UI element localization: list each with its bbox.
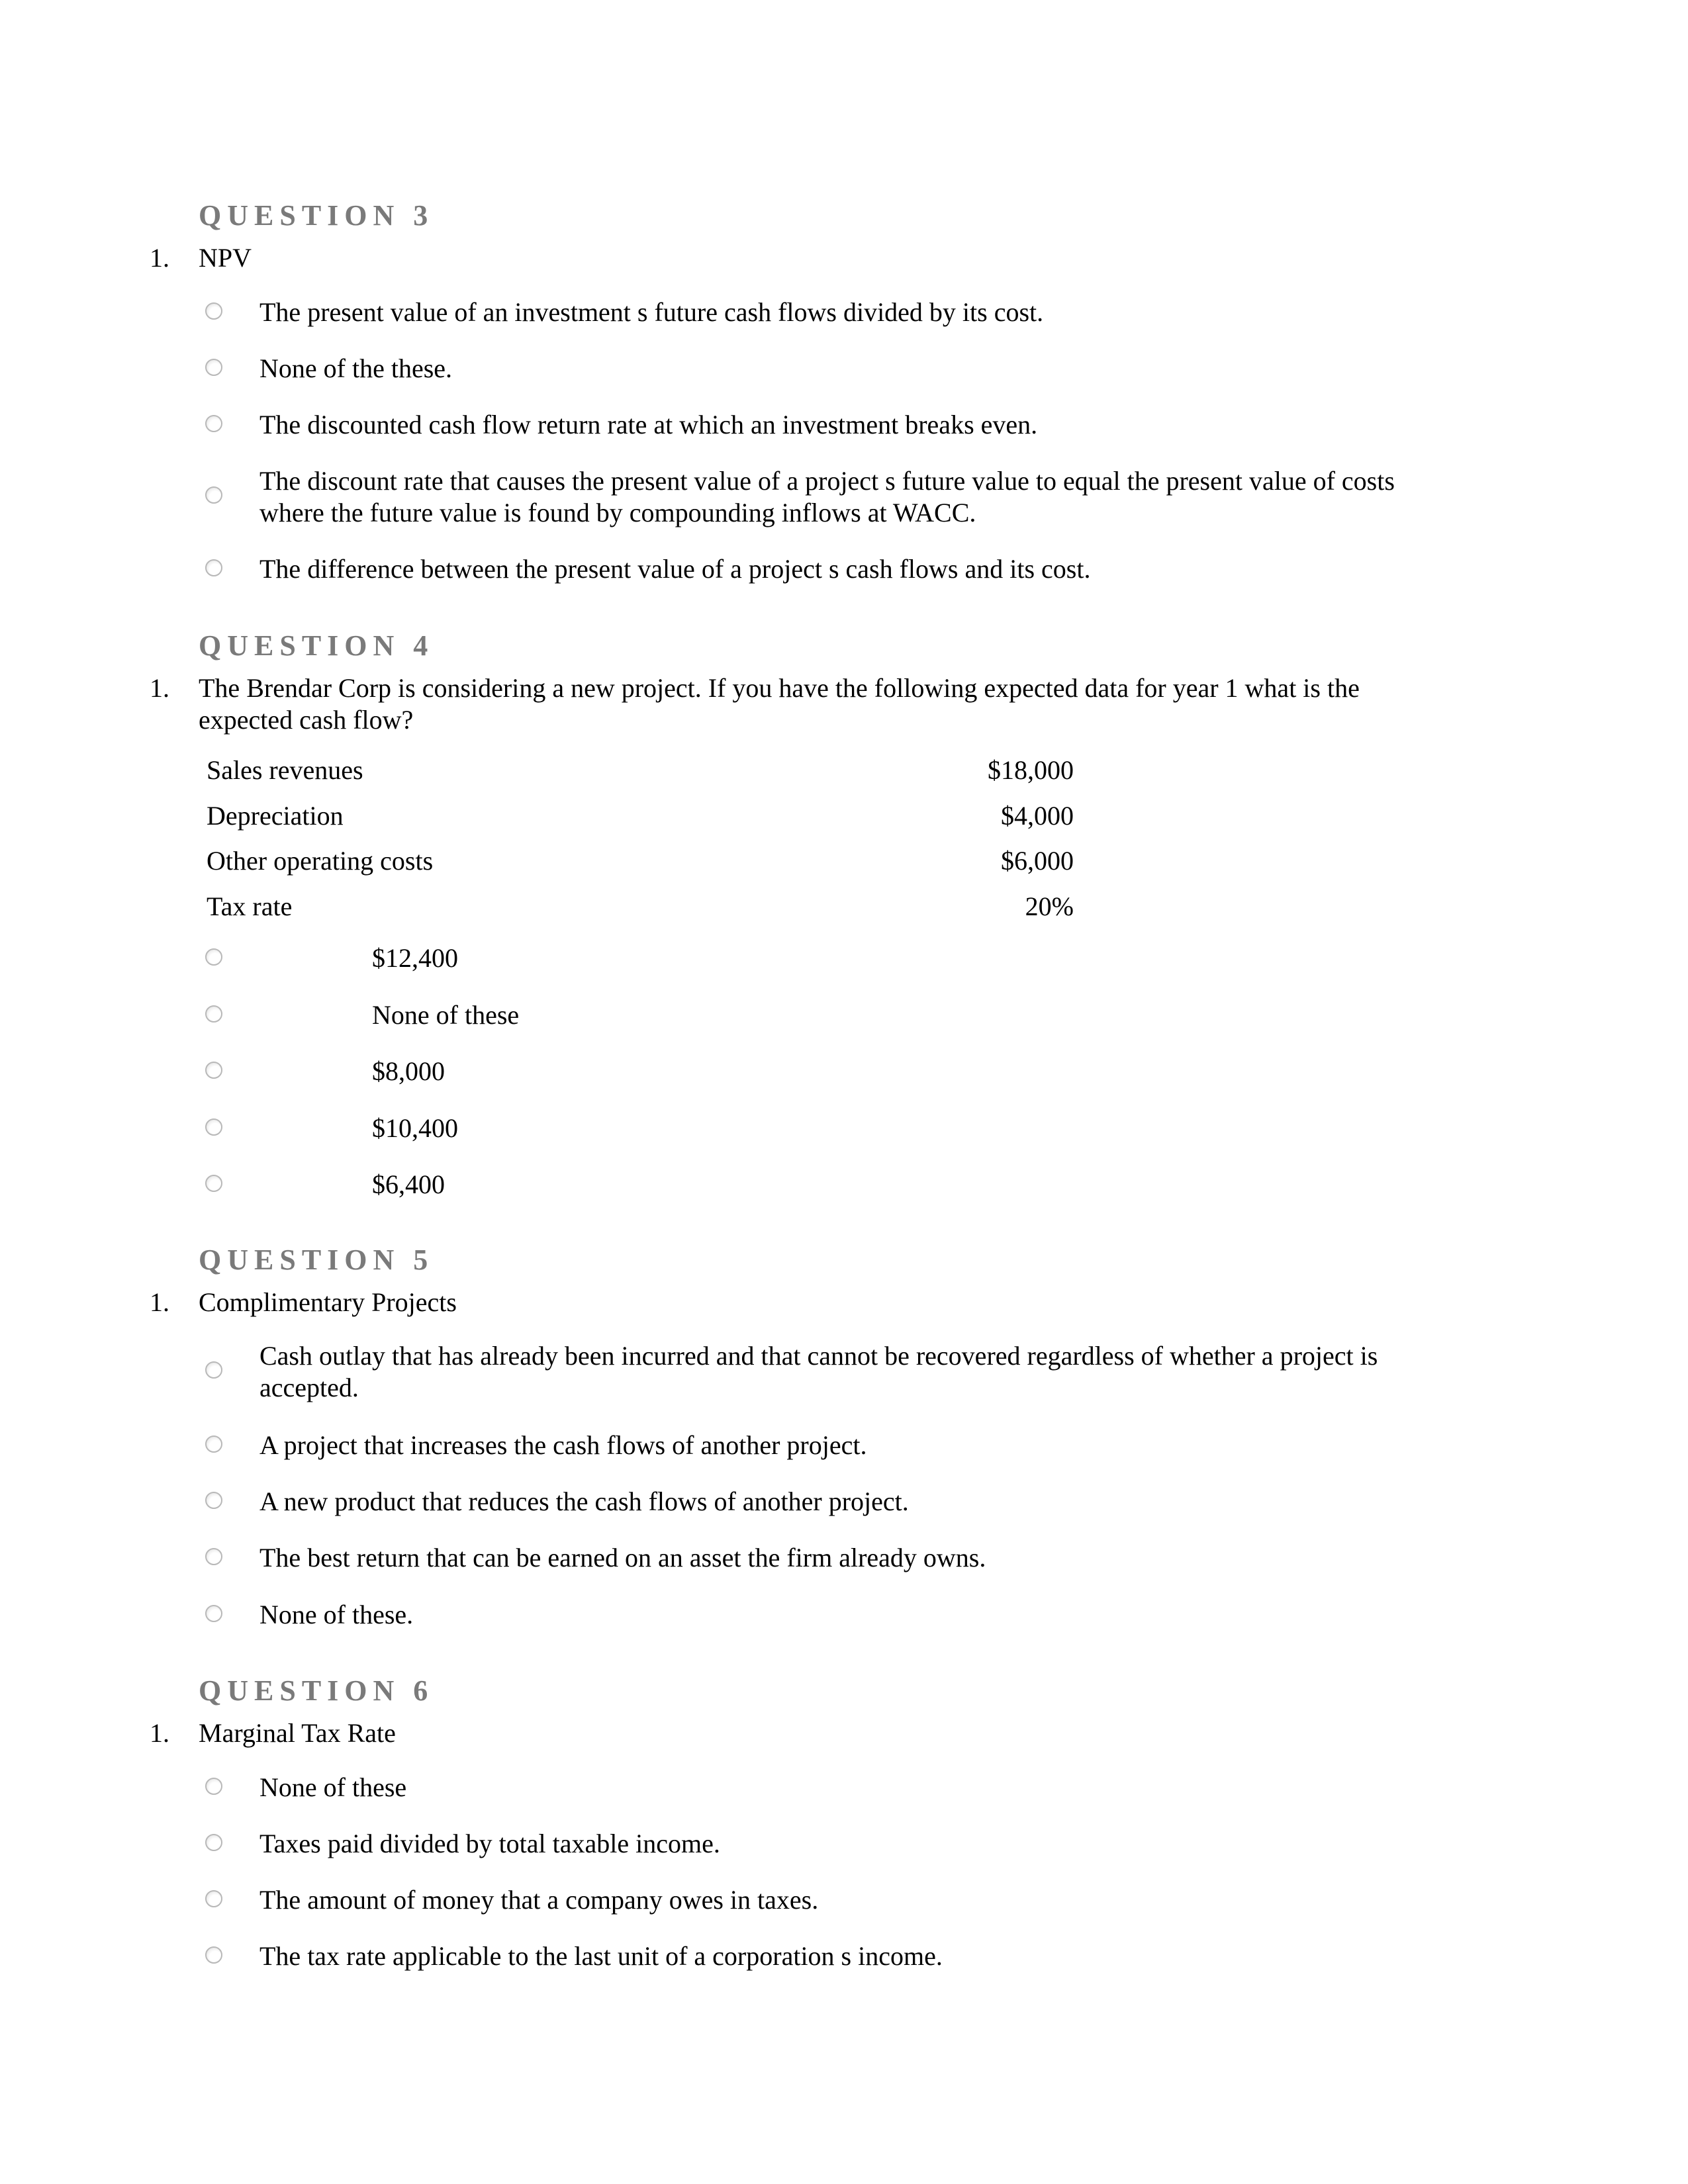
answer-option-label: None of these. [259,1600,414,1629]
answer-option-label: None of these [259,1772,407,1802]
data-label: Depreciation [207,801,344,831]
question-heading: QUESTION 4 [199,629,434,662]
radio-button[interactable] [205,359,222,376]
radio-button[interactable] [205,1175,222,1192]
radio-button[interactable] [205,1834,222,1851]
question-number: 1. [150,1718,169,1748]
question-prompt: Marginal Tax Rate [199,1718,396,1748]
data-label: Sales revenues [207,755,363,785]
data-label: Other operating costs [207,846,434,876]
answer-option-label: A new product that reduces the cash flows of another project. [259,1486,909,1516]
answer-option-label: The difference between the present value of a project s cash flows and its cost. [259,554,1091,584]
data-label: Tax rate [207,891,293,921]
question-prompt: The Brendar Corp is considering a new project. If you have the following expected data for year 1 what is the expected cash flow? [199,673,1360,735]
data-value: 20% [1025,891,1074,921]
answer-option-label: The discounted cash flow return rate at which an investment breaks even. [259,410,1038,439]
question-number: 1. [150,1287,169,1317]
answer-option-label: The tax rate applicable to the last unit of a corporation s income. [259,1941,943,1971]
question-number: 1. [150,673,169,703]
data-value: $6,000 [1001,846,1074,876]
answer-option-label: The best return that can be earned on an asset the firm already owns. [259,1543,986,1572]
answer-option-label: $6,400 [372,1169,445,1199]
answer-option-label: $10,400 [372,1113,458,1143]
answer-option-label: $8,000 [372,1056,445,1086]
radio-button[interactable] [205,486,222,504]
radio-button[interactable] [205,1005,222,1023]
answer-option-label: None of these [372,1000,520,1030]
answer-option-label: A project that increases the cash flows of another project. [259,1430,867,1460]
question-prompt: Complimentary Projects [199,1287,457,1317]
answer-option-label: Taxes paid divided by total taxable income. [259,1829,720,1858]
radio-button[interactable] [205,1605,222,1622]
answer-option-label: The discount rate that causes the present value of a project s future value to equal the present value of costs where the future value is found by compounding inflows at WACC. [259,466,1395,527]
radio-button[interactable] [205,1062,222,1079]
radio-button[interactable] [205,1118,222,1136]
question-number: 1. [150,243,169,273]
answer-option-label: The amount of money that a company owes in taxes. [259,1885,819,1915]
question-heading: QUESTION 5 [199,1244,434,1276]
radio-button[interactable] [205,1778,222,1795]
radio-button[interactable] [205,302,222,320]
data-value: $18,000 [988,755,1074,785]
radio-button[interactable] [205,1548,222,1565]
answer-option-label: The present value of an investment s future cash flows divided by its cost. [259,297,1044,327]
radio-button[interactable] [205,1492,222,1509]
radio-button[interactable] [205,1361,222,1379]
question-heading: QUESTION 3 [199,199,434,232]
radio-button[interactable] [205,415,222,432]
radio-button[interactable] [205,1890,222,1907]
data-value: $4,000 [1001,801,1074,831]
question-heading: QUESTION 6 [199,1674,434,1707]
radio-button[interactable] [205,1946,222,1964]
radio-button[interactable] [205,948,222,966]
question-prompt: NPV [199,243,252,273]
answer-option-label: None of the these. [259,353,453,383]
answer-option-label: $12,400 [372,943,458,973]
radio-button[interactable] [205,559,222,576]
radio-button[interactable] [205,1435,222,1453]
answer-option-label: Cash outlay that has already been incurred and that cannot be recovered regardless of whether a project is accepted. [259,1341,1378,1402]
